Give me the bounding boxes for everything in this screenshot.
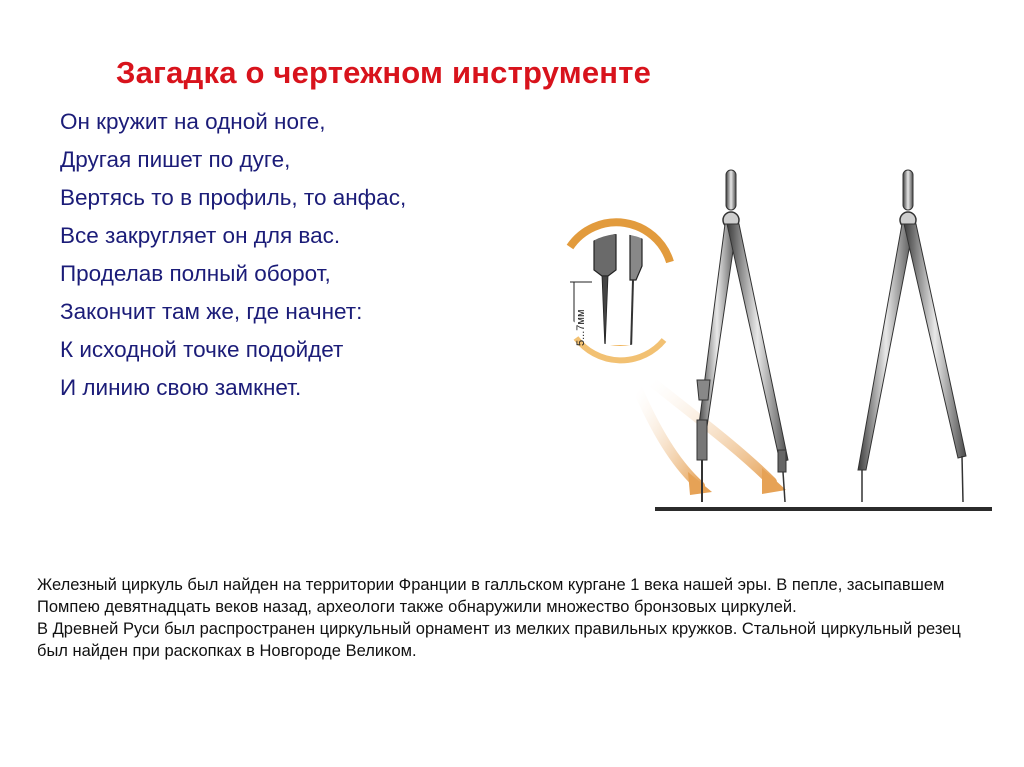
poem-line: Другая пишет по дуге, <box>60 147 291 172</box>
pointer-arrows <box>638 382 786 495</box>
compass-dividers <box>858 170 966 502</box>
poem-line: Он кружит на одной ноге, <box>60 109 326 134</box>
poem-line: И линию свою замкнет. <box>60 375 302 400</box>
poem-line: Вертясь то в профиль, то анфас, <box>60 185 407 210</box>
poem-line: Все закругляет он для вас. <box>60 223 341 248</box>
poem-line: К исходной точке подойдет <box>60 337 344 362</box>
note-paragraph: Железный циркуль был найден на территории Франции в галльском кургане 1 века нашей эры. В пепле, засыпавшем Помпею девятнадцать веков назад, археологи также обнаружили множество бронзовых циркулей. <box>37 576 945 616</box>
poem-line: Закончит там же, где начнет: <box>60 299 363 324</box>
compass-illustration <box>540 150 1010 530</box>
slide-title: Загадка о чертежном инструменте <box>116 54 652 90</box>
needle-zoom-detail <box>560 222 680 370</box>
poem-line: Проделав полный оборот, <box>60 261 331 286</box>
riddle-poem <box>60 103 406 407</box>
note-paragraph: В Древней Руси был распространен циркульный орнамент из мелких правильных кружков. Стальной циркульный резец был найден при раскопках в Новгороде Великом. <box>37 620 961 660</box>
dimension-label: 5...7мм <box>575 309 587 346</box>
history-note <box>37 574 992 662</box>
